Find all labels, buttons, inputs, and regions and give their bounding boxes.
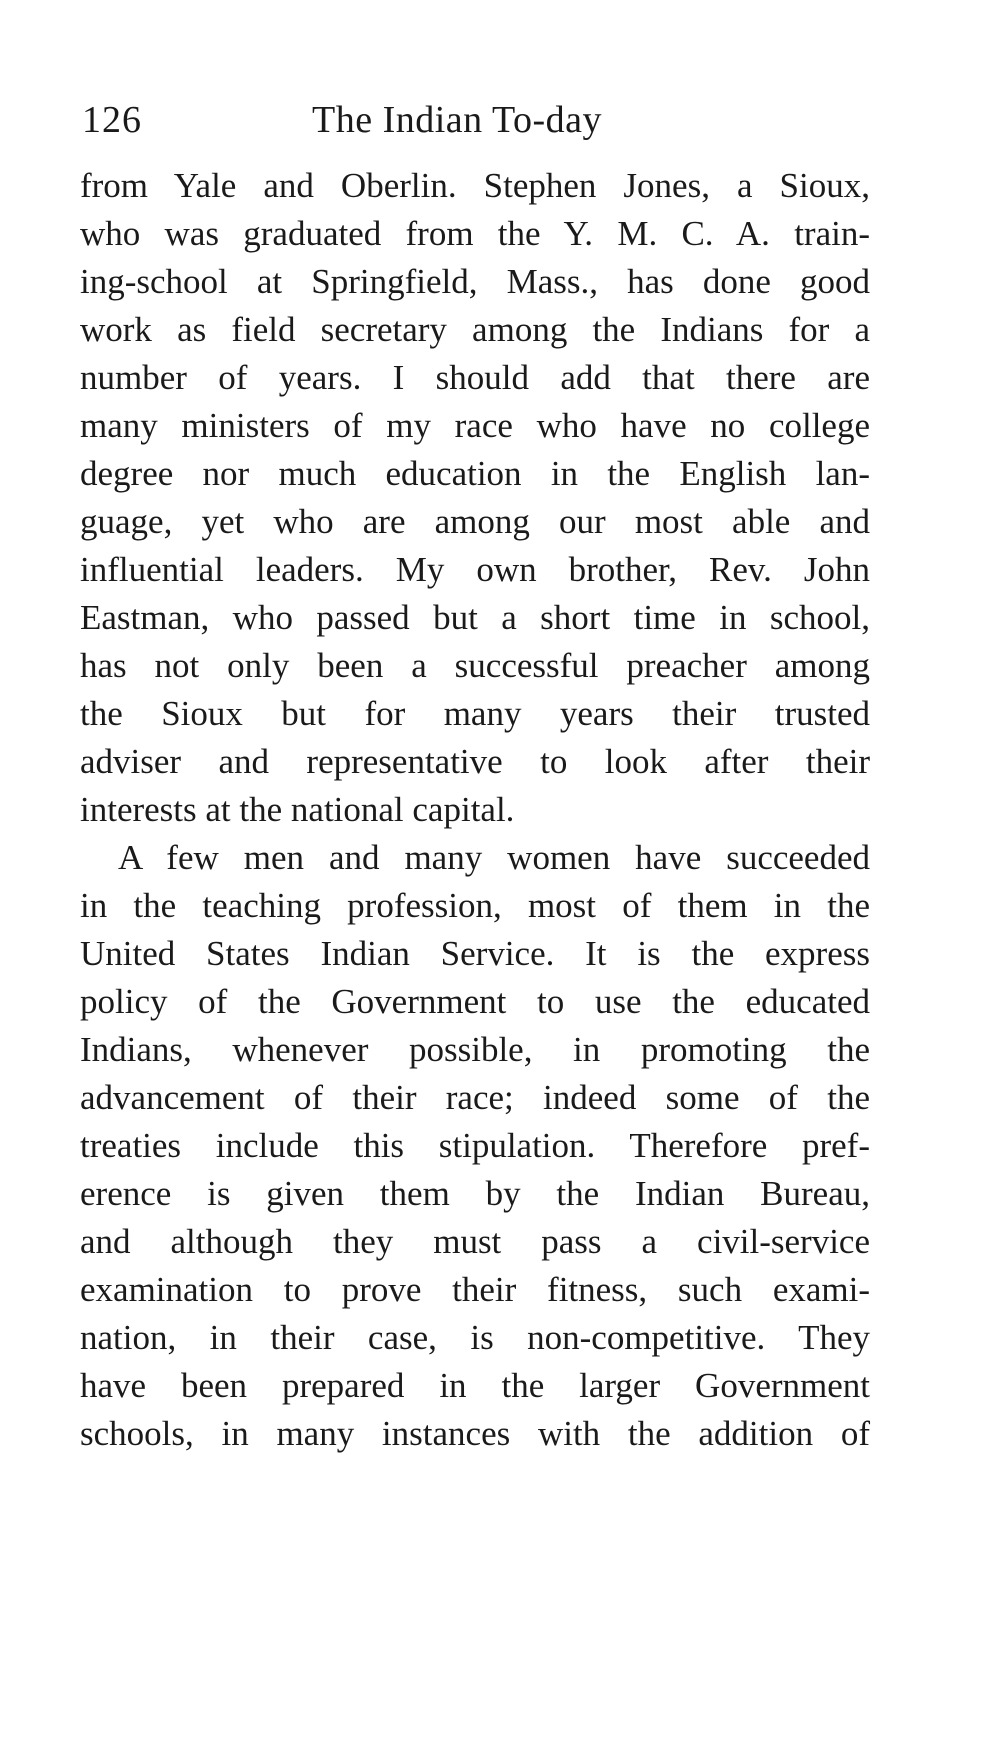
text-line: A few men and many women have succeeded: [118, 838, 870, 877]
text-line: examination to prove their fitness, such exami-: [80, 1270, 870, 1309]
page-header: [82, 95, 882, 145]
body-text: [80, 162, 870, 1458]
text-line: nation, in their case, is non-competitive. They: [80, 1318, 870, 1357]
text-line: number of years. I should add that there are: [80, 358, 870, 397]
text-line: influential leaders. My own brother, Rev. John: [80, 550, 870, 589]
text-line: erence is given them by the Indian Bureau,: [80, 1174, 870, 1213]
text-line: Eastman, who passed but a short time in school,: [80, 598, 870, 637]
text-line: policy of the Government to use the educated: [80, 982, 870, 1021]
text-line: from Yale and Oberlin. Stephen Jones, a Sioux,: [80, 166, 870, 205]
text-line: advancement of their race; indeed some of the: [80, 1078, 870, 1117]
text-line: United States Indian Service. It is the express: [80, 934, 870, 973]
text-line: adviser and representative to look after their: [80, 742, 870, 781]
text-line: and although they must pass a civil-service: [80, 1222, 870, 1261]
text-line: the Sioux but for many years their trusted: [80, 694, 870, 733]
text-line: have been prepared in the larger Government: [80, 1366, 870, 1405]
text-line: many ministers of my race who have no college: [80, 406, 870, 445]
text-line: ing-school at Springfield, Mass., has done good: [80, 262, 870, 301]
text-line: degree nor much education in the English lan-: [80, 454, 870, 493]
text-line: work as field secretary among the Indians for a: [80, 310, 870, 349]
text-line: guage, yet who are among our most able and: [80, 502, 870, 541]
text-line: in the teaching profession, most of them in the: [80, 886, 870, 925]
page-number: 126: [82, 99, 142, 141]
running-title: The Indian To-day: [312, 99, 603, 141]
text-line: schools, in many instances with the addition of: [80, 1414, 870, 1453]
paragraph-1: [80, 162, 870, 834]
paragraph-2: [80, 834, 870, 1458]
text-line: Indians, whenever possible, in promoting the: [80, 1030, 870, 1069]
text-line: has not only been a successful preacher among: [80, 646, 870, 685]
text-line: interests at the national capital.: [80, 790, 515, 829]
text-line: who was graduated from the Y. M. C. A. train-: [80, 214, 870, 253]
text-line: treaties include this stipulation. Therefore pref-: [80, 1126, 870, 1165]
